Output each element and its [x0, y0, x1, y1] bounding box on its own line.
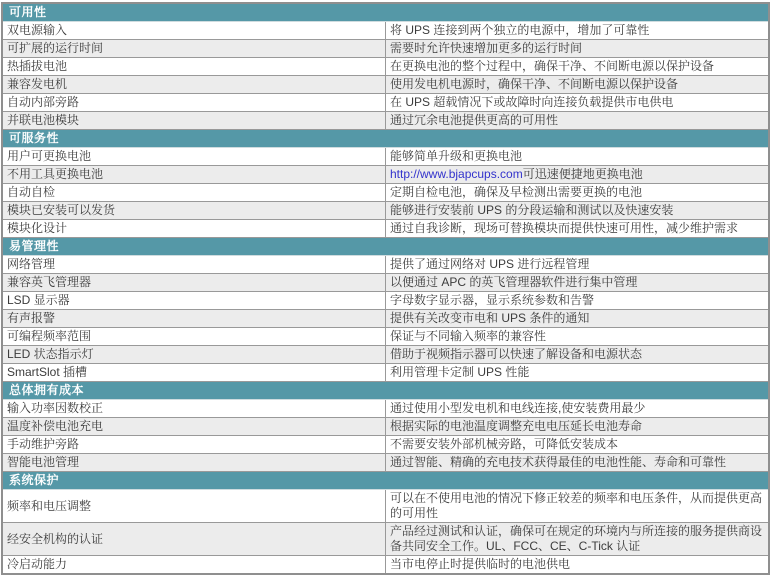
- feature-row: [2, 40, 769, 58]
- bjapcups-link[interactable]: http://www.bjapcups.com: [390, 167, 523, 181]
- feature-row: [2, 328, 769, 346]
- ups-feature-table: [1, 2, 770, 575]
- feature-name-cell: 自动内部旁路: [2, 94, 386, 112]
- feature-name-cell: 模块已安装可以发货: [2, 202, 386, 220]
- feature-row: [2, 292, 769, 310]
- feature-name-cell: LSD 显示器: [2, 292, 386, 310]
- feature-row: [2, 202, 769, 220]
- feature-row: [2, 400, 769, 418]
- feature-description-cell: 能够简单升级和更换电池: [386, 148, 770, 166]
- feature-name-cell: 热插拔电池: [2, 58, 386, 76]
- section-header-row: [2, 472, 769, 490]
- feature-row: [2, 310, 769, 328]
- ups-feature-table-body: [2, 3, 769, 574]
- feature-row: [2, 436, 769, 454]
- section-title: 系统保护: [2, 472, 769, 490]
- feature-description-cell: 产品经过测试和认证，确保可在规定的环境内与所连接的服务提供商设备共同安全工作。UL、FCC、CE、C-Tick 认证: [386, 523, 770, 556]
- feature-row: [2, 94, 769, 112]
- feature-row: [2, 346, 769, 364]
- section-title: 总体拥有成本: [2, 382, 769, 400]
- section-header-row: [2, 130, 769, 148]
- section-header-row: [2, 382, 769, 400]
- section-title: 易管理性: [2, 238, 769, 256]
- feature-name-cell: 有声报警: [2, 310, 386, 328]
- feature-name-cell: 并联电池模块: [2, 112, 386, 130]
- feature-name-cell: SmartSlot 插槽: [2, 364, 386, 382]
- feature-name-cell: 双电源输入: [2, 22, 386, 40]
- feature-description-cell: 可以在不使用电池的情况下修正较差的频率和电压条件，从而提供更高的可用性: [386, 490, 770, 523]
- feature-description-cell: 以便通过 APC 的英飞管理器软件进行集中管理: [386, 274, 770, 292]
- feature-description-cell: 通过使用小型发电机和电线连接,使安装费用最少: [386, 400, 770, 418]
- feature-name-cell: 智能电池管理: [2, 454, 386, 472]
- section-title: 可服务性: [2, 130, 769, 148]
- feature-name-cell: 兼容英飞管理器: [2, 274, 386, 292]
- feature-description-cell: 利用管理卡定制 UPS 性能: [386, 364, 770, 382]
- feature-name-cell: 经安全机构的认证: [2, 523, 386, 556]
- feature-row: [2, 220, 769, 238]
- feature-row: [2, 274, 769, 292]
- feature-name-cell: 模块化设计: [2, 220, 386, 238]
- feature-description-cell: 保证与不同输入频率的兼容性: [386, 328, 770, 346]
- feature-description-cell: 在 UPS 超载情况下或故障时向连接负载提供市电供电: [386, 94, 770, 112]
- feature-row: [2, 76, 769, 94]
- feature-row: [2, 364, 769, 382]
- feature-name-cell: 兼容发电机: [2, 76, 386, 94]
- feature-description-text: 可迅速便捷地更换电池: [522, 167, 643, 181]
- feature-description-cell: 在更换电池的整个过程中，确保干净、不间断电源以保护设备: [386, 58, 770, 76]
- feature-row: [2, 166, 769, 184]
- feature-description-cell: 将 UPS 连接到两个独立的电源中，增加了可靠性: [386, 22, 770, 40]
- feature-name-cell: 温度补偿电池充电: [2, 418, 386, 436]
- feature-name-cell: 用户可更换电池: [2, 148, 386, 166]
- feature-description-cell: 提供有关改变市电和 UPS 条件的通知: [386, 310, 770, 328]
- feature-description-cell: 定期自检电池，确保及早检测出需要更换的电池: [386, 184, 770, 202]
- feature-name-cell: 自动自检: [2, 184, 386, 202]
- feature-description-cell: [386, 166, 770, 184]
- feature-row: [2, 58, 769, 76]
- feature-name-cell: 网络管理: [2, 256, 386, 274]
- feature-description-cell: 通过自我诊断，现场可替换模块而提供快速可用性，减少维护需求: [386, 220, 770, 238]
- feature-name-cell: 频率和电压调整: [2, 490, 386, 523]
- feature-description-cell: 不需要安装外部机械旁路，可降低安装成本: [386, 436, 770, 454]
- feature-description-cell: 能够进行安装前 UPS 的分段运输和测试以及快速安装: [386, 202, 770, 220]
- feature-row: [2, 184, 769, 202]
- feature-description-cell: 提供了通过网络对 UPS 进行远程管理: [386, 256, 770, 274]
- feature-row: [2, 523, 769, 556]
- feature-row: [2, 22, 769, 40]
- feature-name-cell: 输入功率因数校正: [2, 400, 386, 418]
- feature-row: [2, 256, 769, 274]
- section-header-row: [2, 3, 769, 22]
- feature-description-cell: 通过智能、精确的充电技术获得最佳的电池性能、寿命和可靠性: [386, 454, 770, 472]
- section-header-row: [2, 238, 769, 256]
- feature-name-cell: 冷启动能力: [2, 556, 386, 575]
- feature-description-cell: 使用发电机电源时，确保干净、不间断电源以保护设备: [386, 76, 770, 94]
- feature-description-cell: 字母数字显示器，显示系统参数和告警: [386, 292, 770, 310]
- feature-row: [2, 112, 769, 130]
- feature-description-cell: 借助于视频指示器可以快速了解设备和电源状态: [386, 346, 770, 364]
- feature-description-cell: 通过冗余电池提供更高的可用性: [386, 112, 770, 130]
- feature-description-cell: 根据实际的电池温度调整充电电压延长电池寿命: [386, 418, 770, 436]
- feature-name-cell: 不用工具更换电池: [2, 166, 386, 184]
- feature-description-cell: 需要时允许快速增加更多的运行时间: [386, 40, 770, 58]
- feature-row: [2, 148, 769, 166]
- feature-description-cell: 当市电停止时提供临时的电池供电: [386, 556, 770, 575]
- feature-row: [2, 556, 769, 575]
- feature-name-cell: 可编程频率范围: [2, 328, 386, 346]
- section-title: 可用性: [2, 3, 769, 22]
- feature-row: [2, 454, 769, 472]
- feature-row: [2, 490, 769, 523]
- feature-row: [2, 418, 769, 436]
- feature-name-cell: 可扩展的运行时间: [2, 40, 386, 58]
- feature-name-cell: 手动维护旁路: [2, 436, 386, 454]
- feature-name-cell: LED 状态指示灯: [2, 346, 386, 364]
